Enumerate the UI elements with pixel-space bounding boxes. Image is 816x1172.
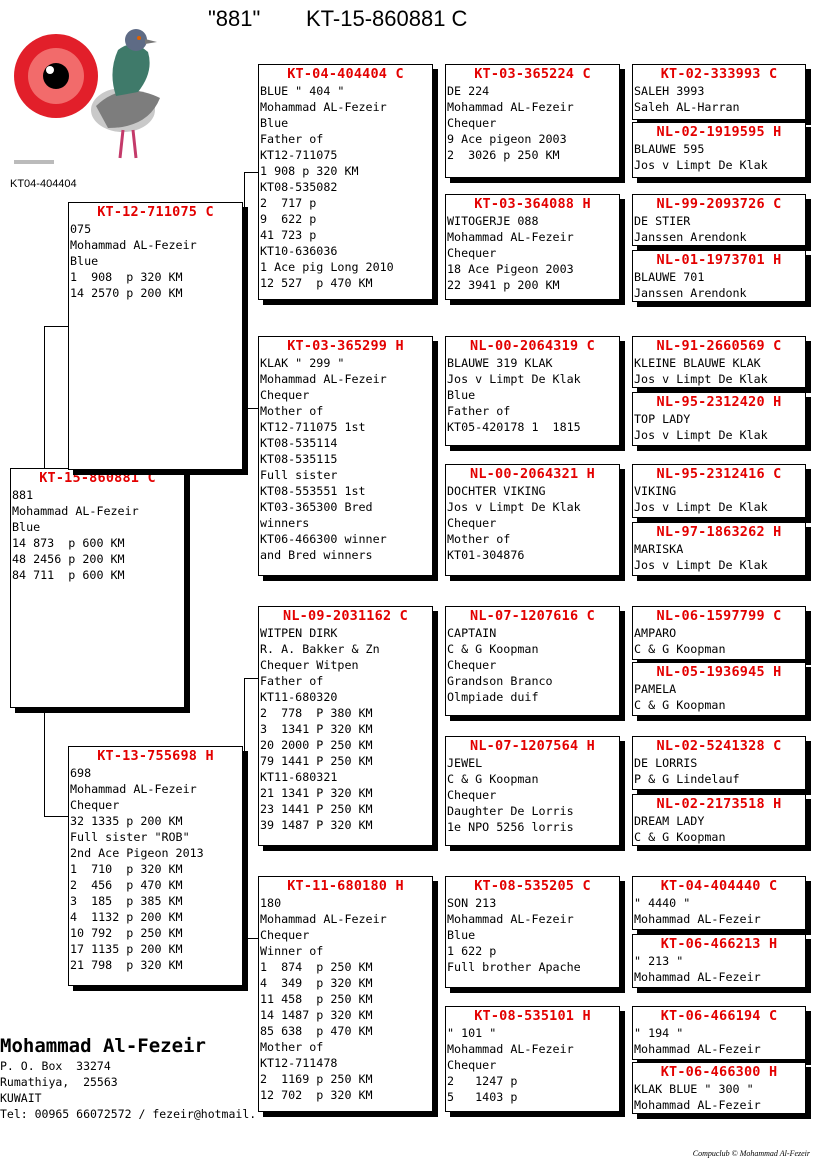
pedigree-line: 1 908 p 320 KM [260,164,359,178]
pedigree-line: Father of [260,674,324,688]
pedigree-box-ddd [445,1006,620,1112]
pedigree-line: 3 185 p 385 KM [70,894,183,908]
pedigree-line: Blue [447,388,476,402]
pedigree-line: Father of [260,132,324,146]
pedigree-line: 3 1341 P 320 KM [260,722,373,736]
pedigree-line: KT08-535115 [260,452,338,466]
pedigree-line: 41 723 p [260,228,317,242]
pedigree-line: 12 702 p 320 KM [260,1088,373,1102]
pedigree-line: 9 Ace pigeon 2003 [447,132,567,146]
pedigree-box-sd [258,336,433,576]
pedigree-line: Full sister "ROB" [70,830,190,844]
pedigree-line: Mohammad AL-Fezeir [447,100,574,114]
pedigree-line: Full sister [260,468,338,482]
ring-number: NL-00-2064319 C [470,338,595,354]
pedigree-box-g10 [632,662,806,716]
pedigree-line: KT03-365300 Bred [260,500,373,514]
ring-number: NL-99-2093726 C [656,196,782,212]
ring-number: NL-09-2031162 C [283,608,408,624]
pedigree-line: 698 [70,766,92,780]
pedigree-line: 21 798 p 320 KM [70,958,183,972]
ring-number: KT-06-466213 H [660,936,778,952]
pedigree-line: Winner of [260,944,324,958]
pedigree-line: 20 2000 P 250 KM [260,738,373,752]
pedigree-line: Mother of [260,404,324,418]
pedigree-line: 14 1487 p 320 KM [260,1008,373,1022]
pedigree-line: 1 874 p 250 KM [260,960,373,974]
pedigree-line: DE 224 [447,84,490,98]
pedigree-line: KT08-535082 [260,180,338,194]
ring-number: KT-06-466194 C [660,1008,778,1024]
pedigree-line: Janssen Arendonk [634,230,747,244]
pedigree-line: Chequer [447,246,497,260]
pedigree-line: " 213 " [634,954,684,968]
pedigree-line: DOCHTER VIKING [447,484,546,498]
pedigree-line: 180 [260,896,282,910]
pedigree-line: 18 Ace Pigeon 2003 [447,262,574,276]
logo-caption: KT04-404404 [10,178,77,190]
pedigree-line: Chequer [260,388,310,402]
pigeon-nickname: "881" [208,6,261,31]
pedigree-line: VIKING [634,484,677,498]
pedigree-line: 5 1403 p [447,1090,518,1104]
footer-credit: Compuclub © Mohammad Al-Fezeir [692,1149,810,1158]
pedigree-line: Chequer [447,116,497,130]
connector-line [44,326,45,468]
pedigree-line: Mohammad AL-Fezeir [70,238,197,252]
ring-number: NL-97-1863262 H [656,524,782,540]
pedigree-line: 32 1335 p 200 KM [70,814,183,828]
pedigree-line: CAPTAIN [447,626,497,640]
pedigree-line: Chequer [70,798,120,812]
pedigree-line: Jos v Limpt De Klak [634,558,768,572]
pedigree-line: BLAUWE 595 [634,142,705,156]
pedigree-box-g16 [632,1062,806,1114]
ring-number: NL-95-2312420 H [656,394,782,410]
pedigree-box-ssd [445,194,620,300]
pedigree-line: C & G Koopman [634,698,726,712]
connector-line [244,938,258,939]
pedigree-line: 1 710 p 320 KM [70,862,183,876]
pedigree-line: 1 622 p [447,944,497,958]
pedigree-box-sds [445,336,620,446]
ring-number: NL-00-2064321 H [470,466,595,482]
ring-number: NL-06-1597799 C [656,608,782,624]
pedigree-line: KT05-420178 1 1815 [447,420,581,434]
pedigree-line: 2 717 p [260,196,317,210]
pedigree-line: Jos v Limpt De Klak [634,158,768,172]
pedigree-box-g15 [632,1006,806,1060]
pigeon-logo [8,10,168,170]
pedigree-box-g12 [632,794,806,846]
pedigree-line: Daughter De Lorris [447,804,574,818]
pedigree-line: Chequer [260,928,310,942]
pedigree-line: KLAK BLUE " 300 " [634,1082,754,1096]
pedigree-line: Chequer [447,658,497,672]
pedigree-line: and Bred winners [260,548,373,562]
pedigree-line: 22 3941 p 200 KM [447,278,560,292]
pedigree-box-dsd [445,736,620,846]
pedigree-line: KT11-680321 [260,770,338,784]
owner-address-line: KUWAIT [0,1091,42,1105]
pedigree-line: Chequer Witpen [260,658,359,672]
pedigree-line: Chequer [447,1058,497,1072]
pedigree-line: 39 1487 P 320 KM [260,818,373,832]
pedigree-box-ss [258,64,433,300]
pedigree-line: 12 527 p 470 KM [260,276,373,290]
pedigree-line: 1e NPO 5256 lorris [447,820,574,834]
ring-number: KT-04-404404 C [287,66,404,82]
pedigree-line: TOP LADY [634,412,691,426]
pedigree-line: 85 638 p 470 KM [260,1024,373,1038]
pedigree-line: Full brother Apache [447,960,581,974]
pedigree-line: Mohammad AL-Fezeir [12,504,139,518]
pedigree-line: PAMELA [634,682,677,696]
connector-line [44,816,68,817]
pedigree-line: Jos v Limpt De Klak [634,372,768,386]
pedigree-line: SALEH 3993 [634,84,705,98]
pedigree-box-dds [445,876,620,988]
pedigree-line: KT12-711075 1st [260,420,366,434]
connector-line [244,678,245,938]
ring-number: KT-03-365224 C [474,66,591,82]
pedigree-line: KT11-680320 [260,690,338,704]
pedigree-box-sdd [445,464,620,576]
owner-address-line: Rumathiya, 25563 [0,1075,118,1089]
pedigree-line: Chequer [447,788,497,802]
pedigree-line: DE LORRIS [634,756,698,770]
pedigree-box-g2 [632,122,806,178]
pedigree-line: 4 1132 p 200 KM [70,910,183,924]
pedigree-line: Mohammad AL-Fezeir [260,912,387,926]
owner-contact-line: Tel: 00965 66072572 / fezeir@hotmail. [0,1107,257,1121]
pedigree-line: Mohammad AL-Fezeir [634,1098,761,1112]
pedigree-box-dd [258,876,433,1112]
owner-block [0,1034,256,1122]
pedigree-box-g14 [632,934,806,988]
pedigree-line: 2 1247 p [447,1074,518,1088]
ring-number: KT-02-333993 C [660,66,778,82]
pedigree-line: 2 3026 p 250 KM [447,148,560,162]
pedigree-line: 1 908 p 320 KM [70,270,183,284]
pedigree-line: Olmpiade duif [447,690,539,704]
pedigree-line: Mohammad AL-Fezeir [634,912,761,926]
pedigree-line: KT12-711075 [260,148,338,162]
ring-number: NL-01-1973701 H [656,252,782,268]
pedigree-line: 84 711 p 600 KM [12,568,125,582]
pedigree-line: Jos v Limpt De Klak [634,500,768,514]
pedigree-line: Blue [447,928,476,942]
pedigree-line: KT08-535114 [260,436,338,450]
pedigree-line: DREAM LADY [634,814,705,828]
pedigree-line: 21 1341 P 320 KM [260,786,373,800]
pedigree-line: " 194 " [634,1026,684,1040]
pedigree-line: 14 873 p 600 KM [12,536,125,550]
pedigree-line: Mohammad AL-Fezeir [447,912,574,926]
pedigree-line: 11 458 p 250 KM [260,992,373,1006]
pedigree-line: JEWEL [447,756,483,770]
pedigree-line: Saleh AL-Harran [634,100,740,114]
ring-number: KT-12-711075 C [97,204,214,220]
pedigree-line: BLAUWE 701 [634,270,705,284]
pedigree-line: WITPEN DIRK [260,626,338,640]
pedigree-box-g1 [632,64,806,120]
pedigree-line: 48 2456 p 200 KM [12,552,125,566]
pedigree-box-g11 [632,736,806,790]
pedigree-box-g13 [632,876,806,930]
pedigree-line: Blue [260,116,289,130]
pedigree-box-dss [445,606,620,716]
pedigree-line: 17 1135 p 200 KM [70,942,183,956]
connector-line [44,710,45,816]
pedigree-line: R. A. Bakker & Zn [260,642,380,656]
ring-number: NL-02-1919595 H [656,124,782,140]
ring-number: KT-06-466300 H [660,1064,778,1080]
pedigree-line: Chequer [447,516,497,530]
pedigree-line: C & G Koopman [634,830,726,844]
pedigree-line: Father of [447,404,511,418]
pedigree-line: " 101 " [447,1026,497,1040]
pedigree-line: winners [260,516,310,530]
ring-number: KT-08-535101 H [474,1008,591,1024]
pedigree-line: Jos v Limpt De Klak [447,500,581,514]
pedigree-box-subject [10,468,185,708]
pedigree-line: Mother of [260,1040,324,1054]
ring-number: KT-03-365299 H [287,338,404,354]
pedigree-line: KLAK " 299 " [260,356,345,370]
pedigree-line: 2 778 P 380 KM [260,706,373,720]
pedigree-line: Mohammad AL-Fezeir [447,230,574,244]
pedigree-line: 075 [70,222,92,236]
ring-number: KT-08-535205 C [474,878,591,894]
pedigree-line: BLUE " 404 " [260,84,345,98]
ring-number: KT-04-404440 C [660,878,778,894]
pedigree-line: Mohammad AL-Fezeir [70,782,197,796]
pedigree-line: SON 213 [447,896,497,910]
pedigree-line: Mother of [447,532,511,546]
pedigree-box-g6 [632,392,806,446]
pedigree-line: WITOGERJE 088 [447,214,539,228]
pigeon-ring-title: KT-15-860881 C [306,6,468,31]
pedigree-line: " 4440 " [634,896,691,910]
pedigree-line: BLAUWE 319 KLAK [447,356,553,370]
pedigree-line: Mohammad AL-Fezeir [260,372,387,386]
pedigree-line: 2 456 p 470 KM [70,878,183,892]
ring-number: KT-13-755698 H [97,748,214,764]
pedigree-line: 10 792 p 250 KM [70,926,183,940]
pedigree-line: Mohammad AL-Fezeir [447,1042,574,1056]
pedigree-line: Mohammad AL-Fezeir [260,100,387,114]
pedigree-line: P & G Lindelauf [634,772,740,786]
connector-line [244,172,245,408]
pedigree-line: C & G Koopman [634,642,726,656]
pedigree-line: 14 2570 p 200 KM [70,286,183,300]
pedigree-box-g5 [632,336,806,388]
pedigree-line: 79 1441 P 250 KM [260,754,373,768]
ring-number: KT-03-364088 H [474,196,591,212]
pedigree-line: C & G Koopman [447,642,539,656]
connector-line [244,678,258,679]
pedigree-line: Mohammad AL-Fezeir [634,970,761,984]
pedigree-line: AMPARO [634,626,677,640]
ring-number: NL-91-2660569 C [656,338,782,354]
pedigree-line: 9 622 p [260,212,317,226]
pedigree-line: KLEINE BLAUWE KLAK [634,356,761,370]
pedigree-line: Jos v Limpt De Klak [634,428,768,442]
pedigree-box-dam [68,746,243,986]
connector-line [44,326,68,327]
pedigree-line: Blue [70,254,99,268]
ring-number: NL-07-1207564 H [470,738,595,754]
pedigree-box-g7 [632,464,806,518]
owner-address-line: P. O. Box 33274 [0,1059,111,1073]
pedigree-box-sire [68,202,243,470]
pedigree-box-ds [258,606,433,846]
ring-number: NL-05-1936945 H [656,664,782,680]
pedigree-line: KT12-711478 [260,1056,338,1070]
ring-number: NL-95-2312416 C [656,466,782,482]
pedigree-line: 23 1441 P 250 KM [260,802,373,816]
pedigree-line: KT06-466300 winner [260,532,387,546]
ring-number: KT-11-680180 H [287,878,404,894]
pedigree-line: 4 349 p 320 KM [260,976,373,990]
pedigree-line: 1 Ace pig Long 2010 [260,260,394,274]
owner-name: Mohammad Al-Fezeir [0,1035,206,1057]
pedigree-line: C & G Koopman [447,772,539,786]
pedigree-box-sss [445,64,620,178]
pedigree-line: Blue [12,520,41,534]
pedigree-line: Jos v Limpt De Klak [447,372,581,386]
pedigree-line: 2 1169 p 250 KM [260,1072,373,1086]
ring-number: NL-02-2173518 H [656,796,782,812]
pedigree-line: Grandson Branco [447,674,553,688]
connector-line [244,172,258,173]
pedigree-line: KT08-553551 1st [260,484,366,498]
pedigree-line: Mohammad AL-Fezeir [634,1042,761,1056]
pedigree-line: 881 [12,488,34,502]
pedigree-line: DE STIER [634,214,691,228]
pedigree-line: KT10-636036 [260,244,338,258]
ring-number: KT-15-860881 C [39,470,156,486]
pedigree-box-g8 [632,522,806,576]
pedigree-box-g3 [632,194,806,246]
pedigree-box-g9 [632,606,806,660]
pedigree-box-g4 [632,250,806,302]
pedigree-line: 2nd Ace Pigeon 2013 [70,846,204,860]
pedigree-line: Janssen Arendonk [634,286,747,300]
ring-number: NL-07-1207616 C [470,608,595,624]
connector-line [244,408,258,409]
ring-number: NL-02-5241328 C [656,738,782,754]
pedigree-line: MARISKA [634,542,684,556]
pedigree-line: KT01-304876 [447,548,525,562]
